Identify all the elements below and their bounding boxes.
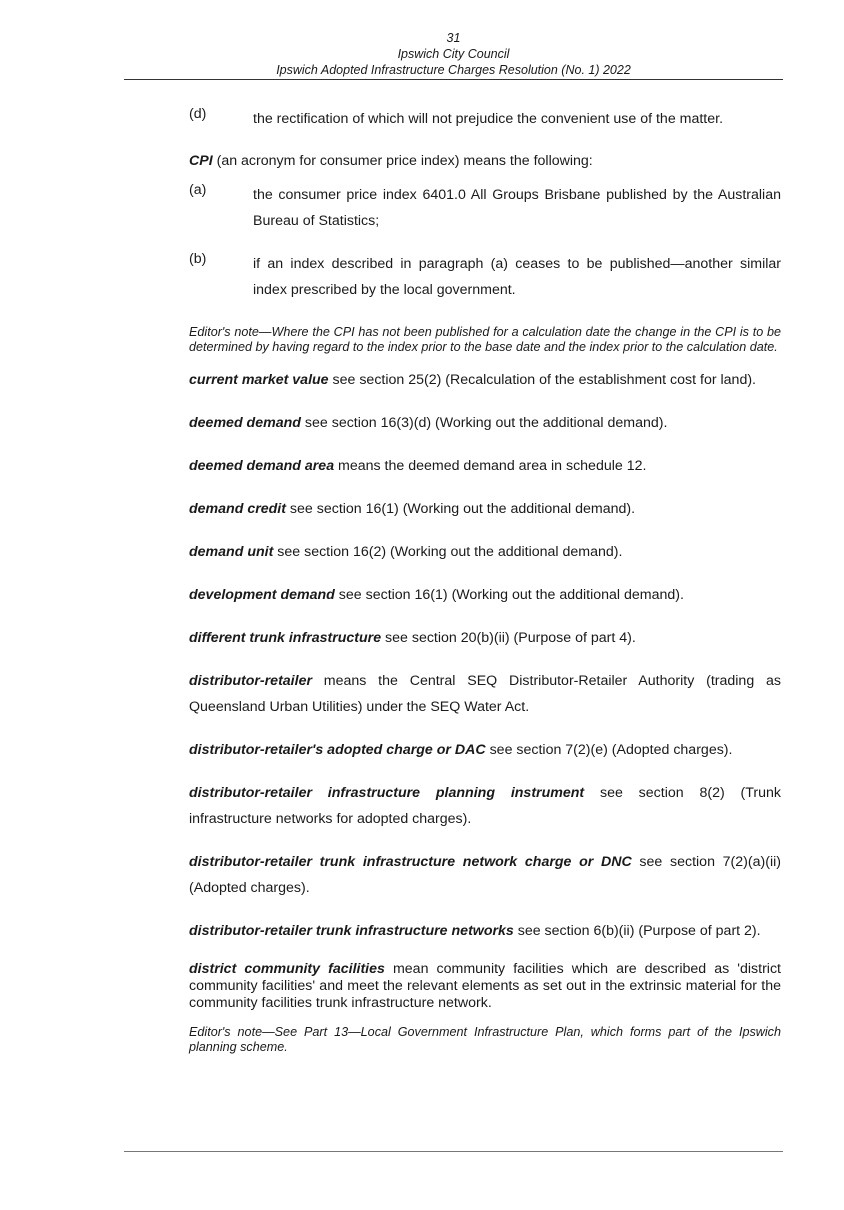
definition-text: mean community facilities which are described as 'district community facilities' and meet the relevant elements as set out in the extrinsic material for the community facilities trunk infrastructure network. bbox=[189, 961, 781, 1011]
definition-term: current market value bbox=[189, 372, 329, 388]
definition-text: see section 16(3)(d) (Working out the additional demand). bbox=[300, 415, 668, 431]
definition-distributor-retailer-network-charge bbox=[189, 849, 781, 901]
footer-divider bbox=[124, 1151, 783, 1152]
definition-deemed-demand-area bbox=[189, 453, 781, 479]
definition-term: deemed demand bbox=[189, 415, 301, 431]
definition-text: see section 6(b)(ii) (Purpose of part 2). bbox=[513, 923, 761, 939]
definition-distributor-retailer-networks bbox=[189, 918, 781, 944]
definition-term: development demand bbox=[189, 587, 335, 603]
definition-different-trunk-infrastructure bbox=[189, 625, 781, 651]
definition-text: see section 16(2) (Working out the additional demand). bbox=[273, 544, 623, 560]
editor-note-cpi: Editor's note—Where the CPI has not been published for a calculation date the change in the CPI is to be determined by having regard to the index prior to the base date and the index prior to the calculation date. bbox=[189, 325, 781, 354]
page-number: 31 bbox=[446, 31, 461, 45]
definition-term: distributor-retailer trunk infrastructure networks bbox=[189, 923, 514, 939]
definition-term: distributor-retailer trunk infrastructure network charge or DNC bbox=[189, 854, 632, 870]
document-title: Ipswich Adopted Infrastructure Charges Resolution (No. 1) 2022 bbox=[276, 63, 631, 77]
definition-term: distributor-retailer infrastructure planning instrument bbox=[189, 785, 585, 801]
list-label: (a) bbox=[189, 182, 207, 198]
definition-term: district community facilities bbox=[189, 961, 385, 977]
list-label: (d) bbox=[189, 106, 207, 122]
definition-distributor-retailer-adopted-charge bbox=[189, 737, 781, 763]
definition-term: deemed demand area bbox=[189, 458, 335, 474]
definition-term: CPI bbox=[189, 153, 213, 169]
definition-term: distributor-retailer bbox=[189, 673, 312, 689]
definition-term: demand credit bbox=[189, 501, 286, 517]
definition-term: different trunk infrastructure bbox=[189, 630, 382, 646]
definition-text: see section 8(2) (Trunk infrastructure networks for adopted charges). bbox=[189, 785, 781, 827]
definition-text: see section 20(b)(ii) (Purpose of part 4). bbox=[381, 630, 636, 646]
council-name: Ipswich City Council bbox=[397, 47, 510, 61]
definition-term: distributor-retailer's adopted charge or DAC bbox=[189, 742, 486, 758]
page-body bbox=[189, 106, 781, 1055]
definition-term: demand unit bbox=[189, 544, 274, 560]
list-item-a bbox=[189, 182, 781, 234]
list-text: the rectification of which will not prejudice the convenient use of the matter. bbox=[253, 111, 724, 127]
list-text: the consumer price index 6401.0 All Groups Brisbane published by the Australian Bureau of Statistics; bbox=[253, 187, 781, 229]
definition-text: see section 16(1) (Working out the additional demand). bbox=[285, 501, 636, 517]
list-text: if an index described in paragraph (a) ceases to be published—another similar index prescribed by the local government. bbox=[253, 256, 781, 298]
definition-text: means the deemed demand area in schedule 12. bbox=[334, 458, 647, 474]
list-item-d bbox=[189, 106, 781, 132]
definition-district-community-facilities bbox=[189, 961, 781, 1012]
definition-text: see section 16(1) (Working out the additional demand). bbox=[334, 587, 684, 603]
definition-cpi bbox=[189, 148, 781, 174]
header-divider bbox=[124, 79, 783, 80]
page-header bbox=[124, 30, 783, 78]
definition-current-market-value bbox=[189, 367, 781, 393]
definition-deemed-demand bbox=[189, 410, 781, 436]
definition-distributor-retailer bbox=[189, 668, 781, 720]
definition-development-demand bbox=[189, 582, 781, 608]
editor-note-district: Editor's note—See Part 13—Local Government Infrastructure Plan, which forms part of the Ipswich planning scheme. bbox=[189, 1025, 781, 1054]
definition-demand-credit bbox=[189, 496, 781, 522]
definition-distributor-retailer-planning-instrument bbox=[189, 780, 781, 832]
definition-text: see section 7(2)(a)(ii) (Adopted charges). bbox=[189, 854, 781, 896]
definition-demand-unit bbox=[189, 539, 781, 565]
definition-text: see section 7(2)(e) (Adopted charges). bbox=[485, 742, 733, 758]
definition-text: (an acronym for consumer price index) means the following: bbox=[212, 153, 593, 169]
list-item-b bbox=[189, 251, 781, 303]
definition-text: see section 25(2) (Recalculation of the establishment cost for land). bbox=[328, 372, 756, 388]
list-label: (b) bbox=[189, 251, 207, 267]
definition-text: means the Central SEQ Distributor-Retailer Authority (trading as Queensland Urban Utilities) under the SEQ Water Act. bbox=[189, 673, 781, 715]
